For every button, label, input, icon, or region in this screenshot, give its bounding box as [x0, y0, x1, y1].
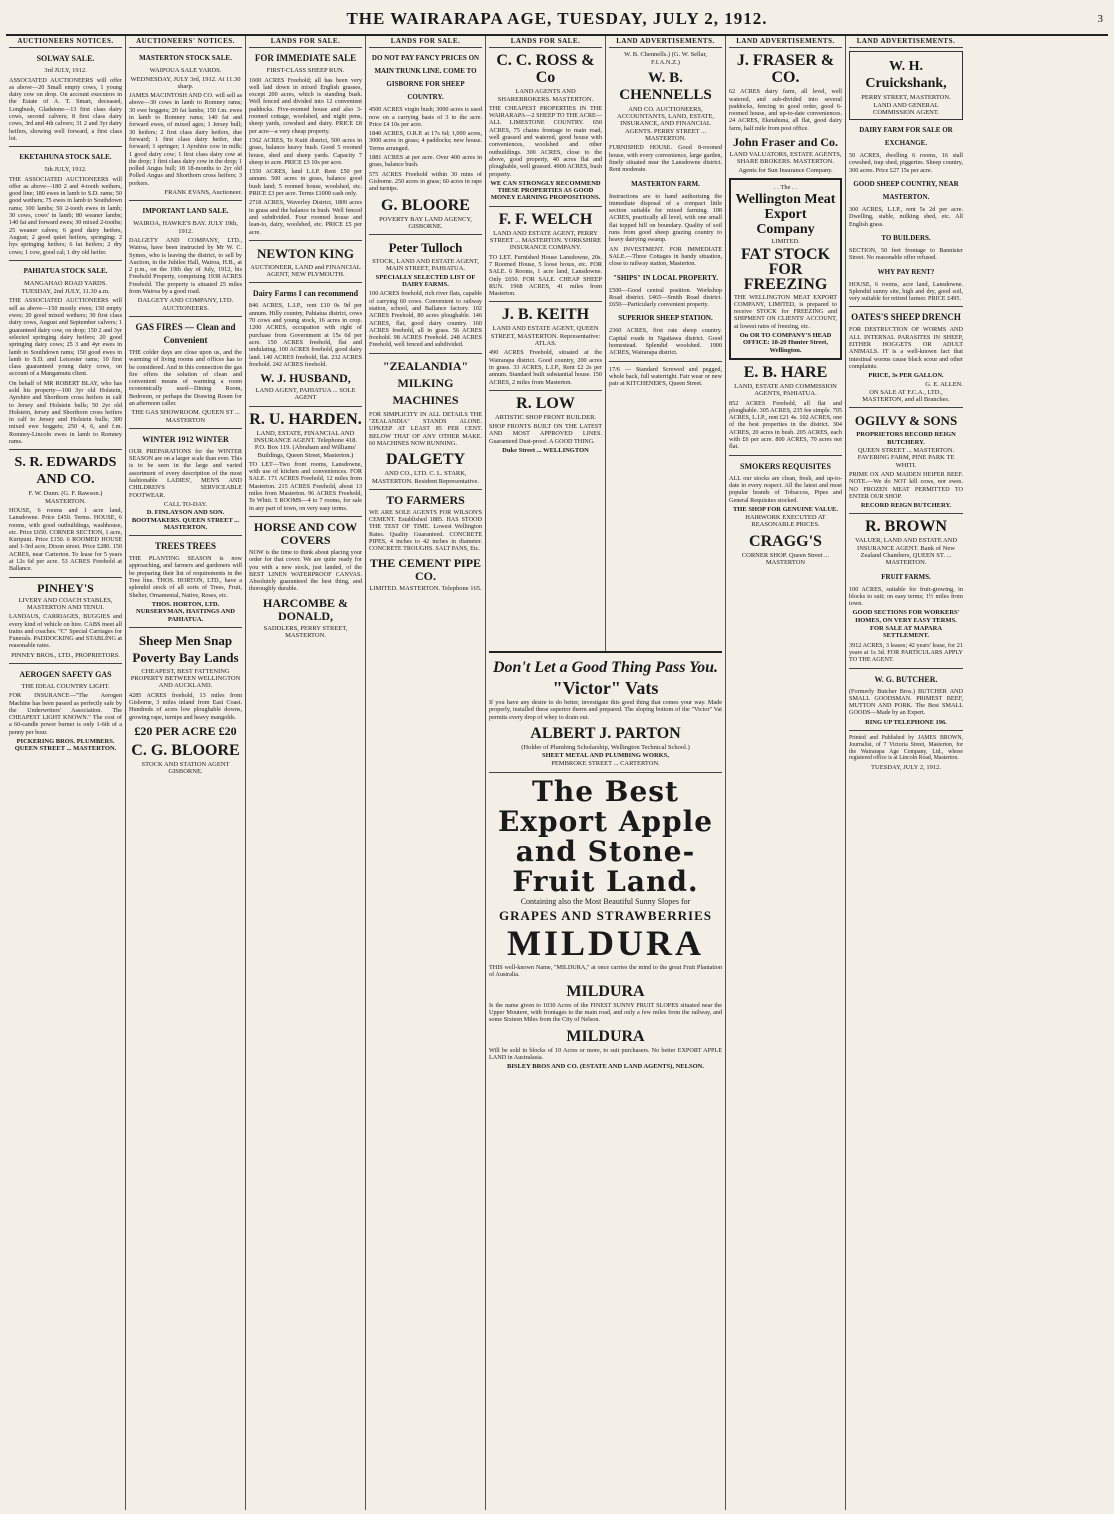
ad-body: ALL our stocks are clean, fresh, and up-to-date in every respect. All the latest and most popular brands of Tobaccos, Pipes and General Requisites stocked.	[729, 474, 842, 504]
ad-subtitle: LAND AGENT, PAHIATUA ... SOLE AGENT	[255, 387, 356, 402]
divider	[249, 240, 362, 241]
column-lands-2	[366, 36, 486, 1510]
column-lands-3	[489, 36, 606, 651]
ad-body: 100 ACRES, suitable for fruit-growing, in blocks to suit; on easy terms; 1½ miles from town.	[849, 585, 963, 608]
ad-body: HOUSE, 6 rooms and 1 acre land, Lansdowne. Price £450. Terms. HOUSE, 6 rooms, with good outbuildings, washhouse, etc. Price £650. CORNER SECTION, 1 acre, Kuripuni. Price £150. 6 ROOMED HOUSE and 1-3rd acre, Dixon street. Price £280. 150 ACRES, near Carterton. To lease for 5 years at 12s 6d per acre. 53 ACRES Freehold at Ballance.	[9, 506, 122, 573]
sale-body: On behalf of MR ROBERT BLAY, who has sold his property—100 3yr old Holstein, Ayrshire and Shorthorn cross heifers in calf to Jersey and Holstein bulls; 50 2yr old Holstein, Jersey and Shorthorn cross heifers in calf to Jersey and Holstein bulls; 300 mixed ewe hoggets; 250 4, 6, and f.m. Romney-Lincoln ewes in lamb to Romney rams.	[9, 379, 122, 446]
ad-note: WE CAN STRONGLY RECOMMEND THESE PROPERTIES AS GOOD MONEY EARNING PROPOSITIONS.	[490, 179, 601, 202]
ad-body: Instructions are to hand authorising the immediate disposal of a compact little section suitable for mixed farming. 108 ACRES, practically all level, with one small flat topped hill on boundary. Quality of soil runs from good sheep grazing country to heavy dairying swamp.	[609, 192, 722, 244]
ad-title: SMOKERS REQUISITES	[740, 461, 831, 471]
ad-title: FRUIT FARMS.	[881, 572, 931, 581]
divider	[849, 730, 963, 731]
ad-title: F. F. WELCH	[498, 210, 593, 228]
ad-body: 575 ACRES Freehold within 30 mins of Gisborne. 250 acres in grass; 60 acres in rape and turnips.	[369, 170, 482, 193]
divider	[129, 316, 242, 317]
column-header: AUCTIONEERS' NOTICES.	[129, 36, 242, 48]
divider	[849, 668, 963, 669]
ad-note: Agents for Sun Insurance Company.	[738, 166, 833, 174]
ad-note: HAIRWORK EXECUTED AT REASONABLE PRICES.	[745, 514, 826, 529]
column-header: LAND ADVERTISEMENTS.	[849, 36, 963, 48]
ad-title: FOR IMMEDIATE SALE	[254, 53, 357, 64]
ad-topline: W. B. Chennells.) (G. W. Sellar, F.I.A.N.Z.)	[623, 51, 708, 66]
column-land-ads-2	[726, 36, 846, 1510]
ad-title: J. B. KEITH	[501, 306, 590, 324]
ad-title: Peter Tulloch	[388, 240, 463, 256]
sale-date: WEDNESDAY, JULY 3rd, 1912. At 11.30 sharp.	[130, 75, 241, 90]
ad-body: 62 ACRES dairy farm, all level, well watered, and sub-divided into several paddocks, fencing in good order, good 6-roomed house, and up-to-date conveniences. 24 ACRES, Eketahuna, all flat, good dairy farm, half mile from post office.	[729, 88, 842, 132]
ad-body: THE CHEAPEST PROPERTIES IN THE WAIRARAPA—2 SHEEP TO THE ACRE—ALL LIMESTONE COUNTRY. 650 ACRES, 75 chains frontage to main road, well grassed and watered, good house with conveniences, woolshed and other outbuildings. 300 ACRES, close to the above, good property, 40 acres flat and ploughable, well grassed. 4900 ACRES, bush property.	[489, 104, 602, 178]
divider	[9, 663, 122, 664]
divider	[489, 206, 602, 207]
ad-title: W. G. BUTCHER.	[874, 674, 938, 684]
ad-body: Is the name given to 1030 Acres of the FINEST SUNNY FRUIT SLOPES situated near the Upper Moutere, with frontages to the main road, and only a few miles from the railway, and some Sixteen Miles from the City of Nelson.	[489, 1001, 722, 1024]
ad-body: 4285 ACRES freehold, 13 miles from Gisborne, 3 miles inland from East Coast. Hundreds of acres low ploughable downs, growing rape, turnips and heavy mangolds.	[129, 691, 242, 721]
ad-title: NEWTON KING	[257, 245, 354, 261]
ad-subtitle: LAND, ESTATE AND COMMISSION AGENTS, PAHIATUA.	[734, 382, 837, 398]
sale-date: TUESDAY, 2nd JULY, 11.30 a.m.	[21, 288, 110, 296]
ad-subtitle: CHEAPEST, BEST FATTENING PROPERTY BETWEEN WELLINGTON AND AUCKLAND.	[130, 667, 241, 690]
ad-body: PRIME OX AND MAIDEN HEIFER BEEF. NOTE.—We do NOT kill cows, nor ewes. NO FROZEN MEAT PERMITTED TO ENTER OUR SHOP.	[849, 470, 963, 500]
sale-date: 3rd JULY, 1912.	[44, 67, 87, 75]
ad-body: TO LET. Furnished House Lansdowne, 20s. 7 Roomed House, 5 loose boxes, etc. FOR SALE. 6 Rooms, 1 acre land, Lansdowne. Only £650. FOR SALE. CHEAP SHEEP RUN. 1968 ACRES, 41 miles from Masterton.	[489, 253, 602, 298]
ad-signature: D. FINLAYSON AND SON. BOOTMAKERS. QUEEN STREET ... MASTERTON.	[131, 509, 240, 531]
ad-title: ALBERT J. PARTON	[530, 724, 681, 742]
column-header: LAND ADVERTISEMENTS.	[609, 36, 722, 48]
ad-body: FOR SIMPLICITY IN ALL DETAILS THE "ZEALANDIA" STANDS ALONE. UPKEEP AT LEAST 85 PER CENT. BELOW THAT OF ANY OTHER MAKE. 60 MACHINES NOW RUNNING.	[369, 410, 482, 447]
ad-body: FURNISHED HOUSE. Good 8-roomed house, with every convenience, large garden, finely situated near the Lansdowne district. Rent moderate.	[609, 144, 722, 174]
sale-date: 5th JULY, 1912.	[44, 166, 87, 174]
ad-note: ON SALE AT F.C.A., LTD., MASTERTON, and all Branches.	[862, 388, 950, 404]
ad-signature: BISLEY BROS AND CO. (ESTATE AND LAND AGENTS), NELSON.	[507, 1063, 704, 1071]
spanning-ads	[489, 651, 722, 1070]
ad-title: WHY PAY RENT?	[877, 267, 935, 276]
ad-body: 490 ACRES Freehold, situated at the Wairarapa district. Good country, 200 acres in grass. 33 ACRES, L.I.P., Rent £2 2s per annum. Standard built substantial house. 150 ACRES, 2 miles from Masterton.	[489, 349, 602, 386]
ad-title: R. LOW	[516, 394, 575, 412]
sale-subtitle: MANGAHAO ROAD YARDS.	[23, 279, 107, 287]
divider	[849, 513, 963, 514]
sale-title: SOLWAY SALE.	[36, 54, 95, 64]
ad-pretitle: . . The . .	[774, 183, 797, 191]
column-pair-5-6	[486, 36, 726, 1510]
ad-title: GRAPES AND STRAWBERRIES	[499, 908, 712, 924]
ad-subtitle: SPECIALLY SELECTED LIST OF DAIRY FARMS.	[375, 273, 476, 289]
divider	[129, 428, 242, 429]
ad-signature: HARCOMBE & DONALD,	[263, 595, 348, 623]
ad-body: 17/6 — Standard Screwed and pegged, whole back, full waterright. Fair wear or new pair at KITCHENER'S, Queen Street.	[609, 365, 722, 388]
column-auctioneers-2	[126, 36, 246, 1510]
ad-headline: MILDURA	[507, 923, 704, 964]
column-auctioneers-1	[6, 36, 126, 1510]
column-land-ads-3	[846, 36, 966, 1510]
ad-subtitle: STOCK AND STATION AGENT GISBORNE.	[141, 760, 230, 776]
column-land-ads-1	[606, 36, 722, 651]
imprint-date: TUESDAY, JULY 2, 1912.	[871, 764, 941, 772]
ad-body: 1550 ACRES, land L.I.P. Rent £50 per annum. 500 acres in grass, balance good bush land; 5 roomed house, woolshed, etc. PRICE £3 per acre. Terms £1000 cash only.	[249, 168, 362, 198]
sale-body: THE ASSOCIATED AUCTIONEERS will offer as above—180 2 and 4-tooth wethers, good line; 180 ewes in lamb to S.D. rams; 50 good wethers; 75 ewes in lamb to Southdown rams; 100 lambs; 50 2-tooth ewes in lamb; 30 cows, cows' in lamb; 80 weaner lambs; 140 fat and forward ewes; 30 mixed 2-tooths; 25 weaner calves; 6 good dairy heifers, August; 2 good quiet heifers, springing; 2 hys springing heifers; 6 fat heifers; 2 dry cows; 1 cow, good cal; 1 dry old heifer.	[9, 175, 122, 256]
ad-body: FOR DESTRUCTION OF WORMS AND ALL INTERNAL PARASITES IN SHEEP, EITHER HOGGETS OR ADULT ANIMALS. IT is a well-known fact that intestinal worms cause black scour and other complaints.	[849, 326, 963, 370]
sale-body: ASSOCIATED AUCTIONEERS will offer as above—20 Small empty cows, 1 young dairy cow on drop. On account executors in the Estate of A. T. Smart, deceased, Longbush, Gladstone—13 first class dairy cows, second calvers; 8 first class dairy cows, 3rd and 4th calvers; 31 2 and 3yr dairy heifers, showing well forward, a first class lot.	[9, 76, 122, 142]
ad-title: R. U. HARDEN.	[249, 410, 362, 428]
ad-note: FOR SALE AT MAPARA SETTLEMENT.	[869, 625, 943, 640]
ad-title: Wellington Meat Export Company	[735, 192, 836, 238]
ad-subtitle: LAND, ESTATE, FINANCIAL AND INSURANCE AGENT. Telephone 418. P.O. Box 119. (Abraham and Williams' Buildings, Queen Street, Masterton.)	[253, 429, 358, 459]
ad-body: SECTION, 50 feet frontage to Bannister Street. No reasonable offer refused.	[849, 246, 963, 262]
ad-callout: CALL TO-DAY.	[163, 500, 208, 508]
ad-title: GOOD SHEEP COUNTRY, NEAR MASTERTON.	[853, 180, 959, 202]
ad-body: THE PLANTING SEASON is now approaching, and farmers and gardeners will be preparing their list of requirements in the Tree line. THOS. HORTON, LTD., have a splendid stock of all sorts of Trees, Fruit, Shelter, Ornamental, Native, Roses, etc.	[129, 555, 242, 599]
divider	[129, 535, 242, 536]
divider	[489, 390, 602, 391]
divider	[249, 406, 362, 407]
ad-signature: PINNEY BROS., LTD., PROPRIETORS.	[11, 651, 120, 659]
ad-title: DAIRY FARM FOR SALE OR EXCHANGE.	[859, 126, 953, 148]
meat-export-ad	[729, 178, 842, 360]
ad-body: 3912 ACRES, 3 leases; 42 years' lease, for 21 years at 1s 3d. FOR PARTICULARS APPLY TO THE AGENT.	[849, 641, 963, 664]
ad-subtitle: AUCTIONEER, LAND and FINANCIAL AGENT, NEW PLYMOUTH.	[250, 263, 361, 279]
ad-subtitle: ARTISTIC SHOP FRONT BUILDER.	[494, 413, 597, 421]
column-header: AUCTIONEERS NOTICES.	[9, 36, 122, 48]
divider	[729, 455, 842, 456]
ad-title: WINTER 1912 WINTER	[142, 434, 229, 444]
ad-subtitle: PERRY STREET, MASTERTON. LAND AND GENERAL COMMISSION AGENT.	[861, 94, 951, 116]
ad-body: 4500 ACRES virgin bush; 3000 acres is used now on a carrying basis of 3 to the acre. Price £4 10s per acre.	[369, 106, 482, 128]
ad-signature: THE CEMENT PIPE CO.	[369, 555, 482, 583]
ad-body: 100 ACRES freehold, rich river flats, capable of carrying 60 cows. Convenient to railway station, school, and Ballance factory. 102 ACRES Freehold, 80 acres ploughable. 146 ACRES, flat, good dairy country. 160 ACRES freehold, all in grass. 56 ACRES freehold. 98 ACRES Freehold. 248 ACRES Freehold, well fenced and subdivided.	[369, 290, 482, 349]
ad-signature: W. J. HUSBAND,	[260, 371, 351, 386]
ad-title: MASTERTON FARM.	[631, 179, 700, 188]
ad-signature: G. E. ALLEN.	[925, 380, 963, 388]
ad-body: 2360 ACRES, first rate sheep country. Capital roads in Ngatiawa district. Good homestead. Splendid woolshed. 1900 ACRES, Wairarapa district.	[609, 327, 722, 357]
ad-body: SHOP FRONTS BUILT ON THE LATEST AND MOST APPROVED LINES. Guaranteed Dust-proof. A GOOD THING.	[489, 423, 602, 445]
sale-signature: FRANK EVANS, Auctioneer.	[164, 189, 242, 197]
ad-body: THE colder days are close upon us, and the warming of living rooms and offices has to be considered. And in this connection the gas fire offers the solution of clean and convenient means of warming a room economically used—Dining Room, Bedroom, or perhaps the Drawing Room for an afternoon caller.	[129, 348, 242, 407]
ad-body: LANDAUS, CARRIAGES, BUGGIES and every kind of vehicle on hire. CABS meet all trains and coaches. "C" Special Carriages for Funerals. PADDOCKING and STABLING at reasonable rates.	[9, 613, 122, 650]
ad-body: 2718 ACRES, Waverley District, 1800 acres in grass and the balance in bush. Well fenced and subdivided. Four roomed house and lean-to, dairy, woolshed, etc. PRICE £5 per acre.	[249, 199, 362, 236]
ad-body: 1840 ACRES, O.R.P. at 17s 6d; 1,000 acres, 3000 acres in grass; 4 paddocks; new house. Terms arranged.	[369, 130, 482, 152]
upper-pair	[489, 36, 722, 651]
sale-subtitle: WAIPOUA SALE YARDS.	[149, 67, 222, 75]
ad-subtitle: LIMITED.	[771, 238, 800, 246]
ad-body: If you have any desire to do better, investigate this good thing that comes your way. Made properly, installed these superior therm and prepared. The sloping bottom of the "Victor" Vat permits every drop of whey to drain out.	[489, 699, 722, 721]
ad-body: THIS well-known Name, "MILDURA," at once carries the mind to the great Fruit Plantation of Australia.	[489, 964, 722, 979]
ad-title: MILDURA	[566, 982, 645, 1000]
ad-subtitle: AND CO., LTD. C. L. STARK, MASTERTON. Resident Representative.	[371, 470, 480, 485]
ad-title: G. BLOORE	[381, 196, 470, 214]
ad-body: TO LET—Two front rooms, Lansdowne, with use of kitchen and conveniences. FOR SALE. 171 ACRES Freehold, 12 miles from Masterton. 215 ACRES Freehold, about 13 miles from Masterton. 96 ACRES Freehold, Te Whiti. 5 ROOMS—4 to 7 rooms, for sale in any part of town, on very easy terms.	[249, 460, 362, 512]
divider	[9, 449, 122, 450]
ad-headline: The Best Export Apple and Stone-Fruit Land.	[497, 774, 714, 898]
ad-address: Duke Street ... WELLINGTON	[502, 446, 589, 454]
sale-subtitle: WAIROA, HAWKE'S BAY. JULY 19th, 1912.	[133, 220, 238, 235]
ad-title: Dairy Farms I can recommend	[252, 289, 359, 299]
ad-body: WE ARE SOLE AGENTS FOR WILSON'S CEMENT. Established 1885. HAS STOOD THE TEST OF TIME. Lowest Wellington Rates. Quality Guaranteed. CONCRETE PIPES, 4 inches to 42 inches in diameter. CONCRETE TROUGHS. SALT PANS, Etc.	[369, 508, 482, 553]
divider	[489, 772, 722, 773]
divider	[129, 200, 242, 201]
ad-note: RING UP TELEPHONE 196.	[865, 718, 947, 726]
ad-title: C. G. BLOORE	[131, 741, 240, 759]
ad-signature: John Fraser and Co.	[732, 135, 839, 150]
ad-title: TO BUILDERS.	[881, 233, 931, 242]
ad-title: OATES'S SHEEP DRENCH	[851, 312, 961, 323]
sale-signature: DALGETY AND COMPANY, LTD. AUCTIONEERS.	[137, 297, 234, 312]
ad-signature: PICKERING BROS. PLUMBERS. QUEEN STREET ... MASTERTON.	[14, 738, 117, 753]
ad-title: DO NOT PAY FANCY PRICES ON MAIN TRUNK LINE. COME TO GISBORNE FOR SHEEP COUNTRY.	[371, 54, 480, 102]
divider	[489, 301, 602, 302]
ad-title: AEROGEN SAFETY GAS	[19, 670, 112, 679]
ad-signature: THE GAS SHOWROOM. QUEEN ST ... MASTERTON	[131, 409, 240, 424]
divider	[9, 577, 122, 578]
columns	[6, 36, 1108, 1510]
ad-body: (Formerly Butcher Bros.) BUTCHER AND SMALL GOODSMAN. PRIMEST BEEF, MUTTON AND PORK. The Best SMALL GOODS—Made by an Expert.	[849, 687, 963, 717]
ad-title: PINHEY'S	[37, 580, 94, 595]
ad-subtitle: AND CO. AUCTIONEERS, ACCOUNTANTS, LAND, ESTATE, INSURANCE, AND FINANCIAL AGENTS. PERRY STREET ... MASTERTON.	[617, 105, 714, 143]
ad-title: Don't Let a Good Thing Pass You.	[492, 659, 719, 676]
column-header: LAND ADVERTISEMENTS.	[729, 36, 842, 48]
ad-title: E. B. HARE	[743, 363, 828, 381]
ad-title: J. FRASER & CO.	[736, 52, 835, 87]
ad-headline: FAT STOCK FOR FREEZING	[740, 245, 831, 293]
ad-price: PRICE, 3s PER GALLON.	[868, 372, 944, 380]
ad-note: THE SHOP FOR GENUINE VALUE.	[732, 505, 839, 513]
ad-title: TO FARMERS	[386, 492, 465, 507]
ad-body: 846 ACRES, L.I.P., rent £10 0s 9d per annum. Hilly country, Pahiatua district, cows 70 cows and young stock, 16 acres in crop. 1200 ACRES, occupation with right of purchase from Government at 15s 6d per acre. 150 ACRES freehold, flat and undulating. 100 ACRES freehold, good dairy land. 140 ACRES freehold, flat. 232 ACRES freehold. 242 ACRES freehold.	[249, 302, 362, 368]
column-lands-1	[246, 36, 366, 1510]
ad-subtitle: LAND AGENTS AND SHAREBROKERS. MASTERTON.	[497, 88, 594, 103]
ad-address: PEMBROKE STREET ... CARTERTON.	[551, 760, 660, 768]
ad-title: W. B. CHENNELLS	[619, 69, 712, 103]
ad-note: RECORD REIGN BUTCHERY.	[860, 502, 952, 510]
divider	[249, 516, 362, 517]
sale-title: IMPORTANT LAND SALE.	[142, 207, 229, 216]
ad-subtitle: F. W. Dunn. (G. F. Rawson.) MASTERTON.	[28, 490, 103, 505]
ad-subtitle: Containing also the Most Beautiful Sunny Slopes for	[520, 896, 691, 906]
imprint: Printed and Published by JAMES BROWN, Journalist, of 7 Victoria Street, Masterton, for the Wairarapa Age Company, Ltd., whose registered office is at Lincoln Road, Masterton.	[849, 735, 963, 762]
ad-subtitle: LAND AND ESTATE AGENT, PERRY STREET ... MASTERTON. YORKSHIRE INSURANCE COMPANY.	[489, 229, 602, 252]
ad-body: 300 ACRES, L.I.P., rent 5s 2d per acre. Dwelling, stable, milking shed, etc. All English grass.	[849, 206, 963, 228]
ad-subtitle: PROPRIETORS RECORD REIGN BUTCHERY.	[856, 431, 956, 446]
ad-subtitle: LIVERY AND COACH STABLES, MASTERTON AND TENUI.	[18, 596, 113, 611]
divider	[369, 353, 482, 354]
ad-title: MILDURA	[566, 1027, 645, 1045]
ad-body: THE WELLINGTON MEAT EXPORT COMPANY, LIMITED, is prepared to receive STOCK for FREEZING and SHIPMENT ON CLIENTS' ACCOUNT, at lowest rates of freezing, etc.	[734, 293, 837, 330]
ad-subtitle: LAND VALUATORS, ESTATE AGENTS, SHARE BROKERS. MASTERTON.	[729, 151, 842, 166]
sale-title: PAHIATUA STOCK SALE.	[23, 266, 108, 275]
ad-subtitle: VALUER, LAND AND ESTATE AND INSURANCE AGENT. Bank of New Zealand Chambers, QUEEN ST. ... MASTERTON.	[854, 537, 958, 567]
masthead-title: THE WAIRARAPA AGE, TUESDAY, JULY 2, 1912.	[346, 9, 768, 28]
ad-title: R. BROWN	[865, 518, 947, 536]
ad-subtitle: (Holder of Plumbing Scholarship, Wellington Technical School.)	[521, 743, 690, 751]
ad-body: NOW is the time to think about placing your order for that cover. We are quite ready for you with a new stock, just landed, of the BEST LINEN WATERPROOF CANVAS. Absolutely guaranteed the best thing, and thoroughly durable.	[249, 548, 362, 593]
ad-body: HOUSE, 6 rooms, acre land, Lansdowne. Splendid sunny site, high and dry, good soil, very suitable for retired farmer. PRICE £495.	[849, 280, 963, 303]
ad-note: GOOD SECTIONS FOR WORKERS' HOMES, ON VERY EASY TERMS.	[852, 609, 960, 624]
ad-price: £20 PER ACRE £20	[134, 723, 237, 738]
ad-body: 852 ACRES Freehold, all flat and ploughable. 305 ACRES, 235 fee simple. 705 ACRES, L.I.P., rent £21 4s. 102 ACRES, one of the best properties in the district. 304 ACRES, 20 acres in bush. 205 ACRES, each with £6 per acre. 800 ACRES, 70 acres not flat.	[729, 399, 842, 451]
ad-title: SUPERIOR SHEEP STATION.	[618, 314, 713, 323]
column-header: LANDS FOR SALE.	[369, 36, 482, 48]
sale-title: EKETAHUNA STOCK SALE.	[19, 153, 112, 162]
ad-subtitle: SHEET METAL AND PLUMBING WORKS,	[542, 752, 669, 760]
column-header: LANDS FOR SALE.	[489, 36, 602, 48]
ad-title: TREES TREES	[154, 541, 217, 552]
ad-title: "SHIPS" IN LOCAL PROPERTY.	[613, 273, 718, 282]
ad-subtitle: SADDLERS, PERRY STREET, MASTERTON.	[263, 624, 348, 640]
column-header: LANDS FOR SALE.	[249, 36, 362, 48]
ad-title: HORSE AND COW COVERS	[253, 519, 358, 547]
sale-body: THE ASSOCIATED AUCTIONEERS will sell as above—150 mostly ewes; 150 empty ewes; 20 good mixed wethers; 30 first class dairy cows, August and September calvers; 1 guaranteed dairy cow, on drop; 150 2 and 3yr selected springing dairy heifers; 20 good springing dairy cows; 25 3 and 4yr ewes in lamb to Southdown rams; 150 good ewes in lamb to S.D. and Leicester rams; 10 first class guaranteed young dairy cows, on account of a Mangamutu client.	[9, 297, 122, 378]
divider	[9, 260, 122, 261]
ad-subtitle: STOCK, LAND AND ESTATE AGENT, MAIN STREET, PAHIATUA.	[372, 258, 479, 273]
ad-body: AN INVESTMENT. FOR IMMEDIATE SALE.—Three Cottages in handy situation, close to railway station, Masterton.	[609, 245, 722, 268]
divider	[369, 489, 482, 490]
ad-subtitle: LAND AND ESTATE AGENT, QUEEN STREET, MASTERTON. Representative: ATLAS.	[490, 325, 601, 348]
divider	[609, 361, 722, 362]
ad-address: QUEEN STREET ... MASTERTON. FAVERING FARM, PINE PARK TE WHITI.	[857, 447, 955, 469]
ad-subtitle: LIMITED. MASTERTON. Telephone 165.	[369, 584, 482, 592]
divider	[849, 407, 963, 408]
ad-body: 1881 ACRES at per acre. Over 400 acres in grass, balance bush.	[369, 154, 482, 169]
ad-title: DALGETY	[385, 451, 466, 469]
ad-title: "ZEALANDIA" MILKING MACHINES	[382, 358, 469, 407]
ad-title: GAS FIRES — Clean and Convenient	[135, 321, 236, 345]
page-number: 3	[1097, 13, 1104, 25]
divider	[849, 306, 963, 307]
ad-title: W. H. Cruickshank,	[865, 59, 947, 92]
ad-title: C. C. ROSS & Co	[496, 52, 595, 87]
sale-body: DALGETY AND COMPANY, LTD., Wairoa, have been instructed by Mr W. C. Symes, who is leaving the district, to sell by Auction, in the Jubilee Hall, Wairoa, H.B., at 2 p.m., on the 19th day of July, 1912, his Freehold Property, comprising 1938 ACRES Freehold. The property is situated 25 miles from Wairoa by a good road.	[129, 236, 242, 296]
ad-title: Sheep Men Snap Poverty Bay Lands	[132, 632, 239, 665]
ad-body: OUR PREPARATIONS for the WINTER SEASON are on a larger scale than ever. This is to be seen in the large and varied assortment of every description of the most fashionable LADIES', MEN'S AND CHILDREN'S SERVICEABLE FOOTWEAR.	[129, 447, 243, 499]
ad-subtitle: FIRST-CLASS SHEEP RUN.	[266, 67, 345, 75]
ad-body: 1562 ACRES, Te Kuiti district, 500 acres in grass, balance heavy bush. Good 5 roomed house, shed and sheep yards. Capacity 7 sheep to acre. PRICE £3 10s per acre.	[249, 136, 362, 166]
ad-subtitle: THE IDEAL COUNTRY LIGHT.	[21, 683, 110, 690]
divider	[129, 627, 242, 628]
ad-body: FOR INSURANCE—"The Aerogen Machine has been passed as perfectly safe by the Underwriters' Association. The CHEAPEST LIGHT KNOWN." The cost of a 60-candle power burner is only 1-6th of a penny per hour.	[9, 692, 122, 736]
ad-subtitle: CORNER SHOP. Queen Street ... MASTERTON	[741, 551, 830, 566]
ad-subtitle: POVERTY BAY LAND AGENCY, GISBORNE.	[379, 215, 472, 230]
cruickshank-ad	[849, 51, 963, 120]
sale-body: JAMES MACINTOSH AND CO. will sell as above—30 cows in lamb to Romney rams; 30 ewe hoggets; 20 fat lambs; 150 f.m. ewes in lamb to Romney rams; 140 fat and forward ewes, of mixed ages; 1 Jersey bull; 30 heifers; 2 first class dairy heifers, due forward; 1 first class dairy heifer, due forward; 1 springer; 1 Ayrshire cow in milk; 1 good dairy cow; 1 first class dairy cow at the drop; 1 first class dairy cow in the drop; 1 polled Angus bull; 18 18-months to 2yr old Polled Angus and Shorthorn cross heifers; 3 porkers.	[129, 92, 242, 187]
sale-title: MASTERTON STOCK SALE.	[139, 54, 232, 63]
masthead	[6, 4, 1108, 36]
ad-body: 50 ACRES, dwelling 6 rooms, 16 stall cowshed, trap shed, piggeries. Sheep country, 300 acres. Price £27 15s per acre.	[849, 152, 963, 174]
ad-title: OGILVY & SONS	[854, 413, 958, 429]
ad-body: £500—Good central position. Workshop Road district. £465—Smith Road district. £650—Particularly convenient property.	[609, 286, 722, 309]
ad-signature: THOS. HORTON, LTD. NURSERYMAN, HASTINGS AND PAHIATUA.	[136, 600, 235, 623]
ad-title: S. R. EDWARDS AND CO.	[14, 455, 117, 488]
ad-address: On OR TO COMPANY'S HEAD OFFICE: 18-20 Hunter Street, Wellington.	[739, 332, 832, 354]
ad-body: 1600 ACRES Freehold; all has been very well laid down in mixed English grasses, except 200 acres, which is standing bush. Well fenced and divided into 12 convenient paddocks. Five-roomed house and also 3-roomed cottage, woolshed, and night pens, sheep yards, cowshed and dairy. PRICE £8 per acre—a very cheap property.	[249, 76, 362, 135]
ad-title: "Victor" Vats	[552, 678, 659, 698]
divider	[369, 234, 482, 235]
ad-title: CRAGG'S	[749, 532, 822, 550]
divider	[249, 282, 362, 283]
ad-body: Will be sold in blocks of 10 Acres or more, to suit purchasers. No better EXPORT APPLE LAND in Australasia.	[489, 1046, 722, 1061]
divider	[9, 146, 122, 147]
